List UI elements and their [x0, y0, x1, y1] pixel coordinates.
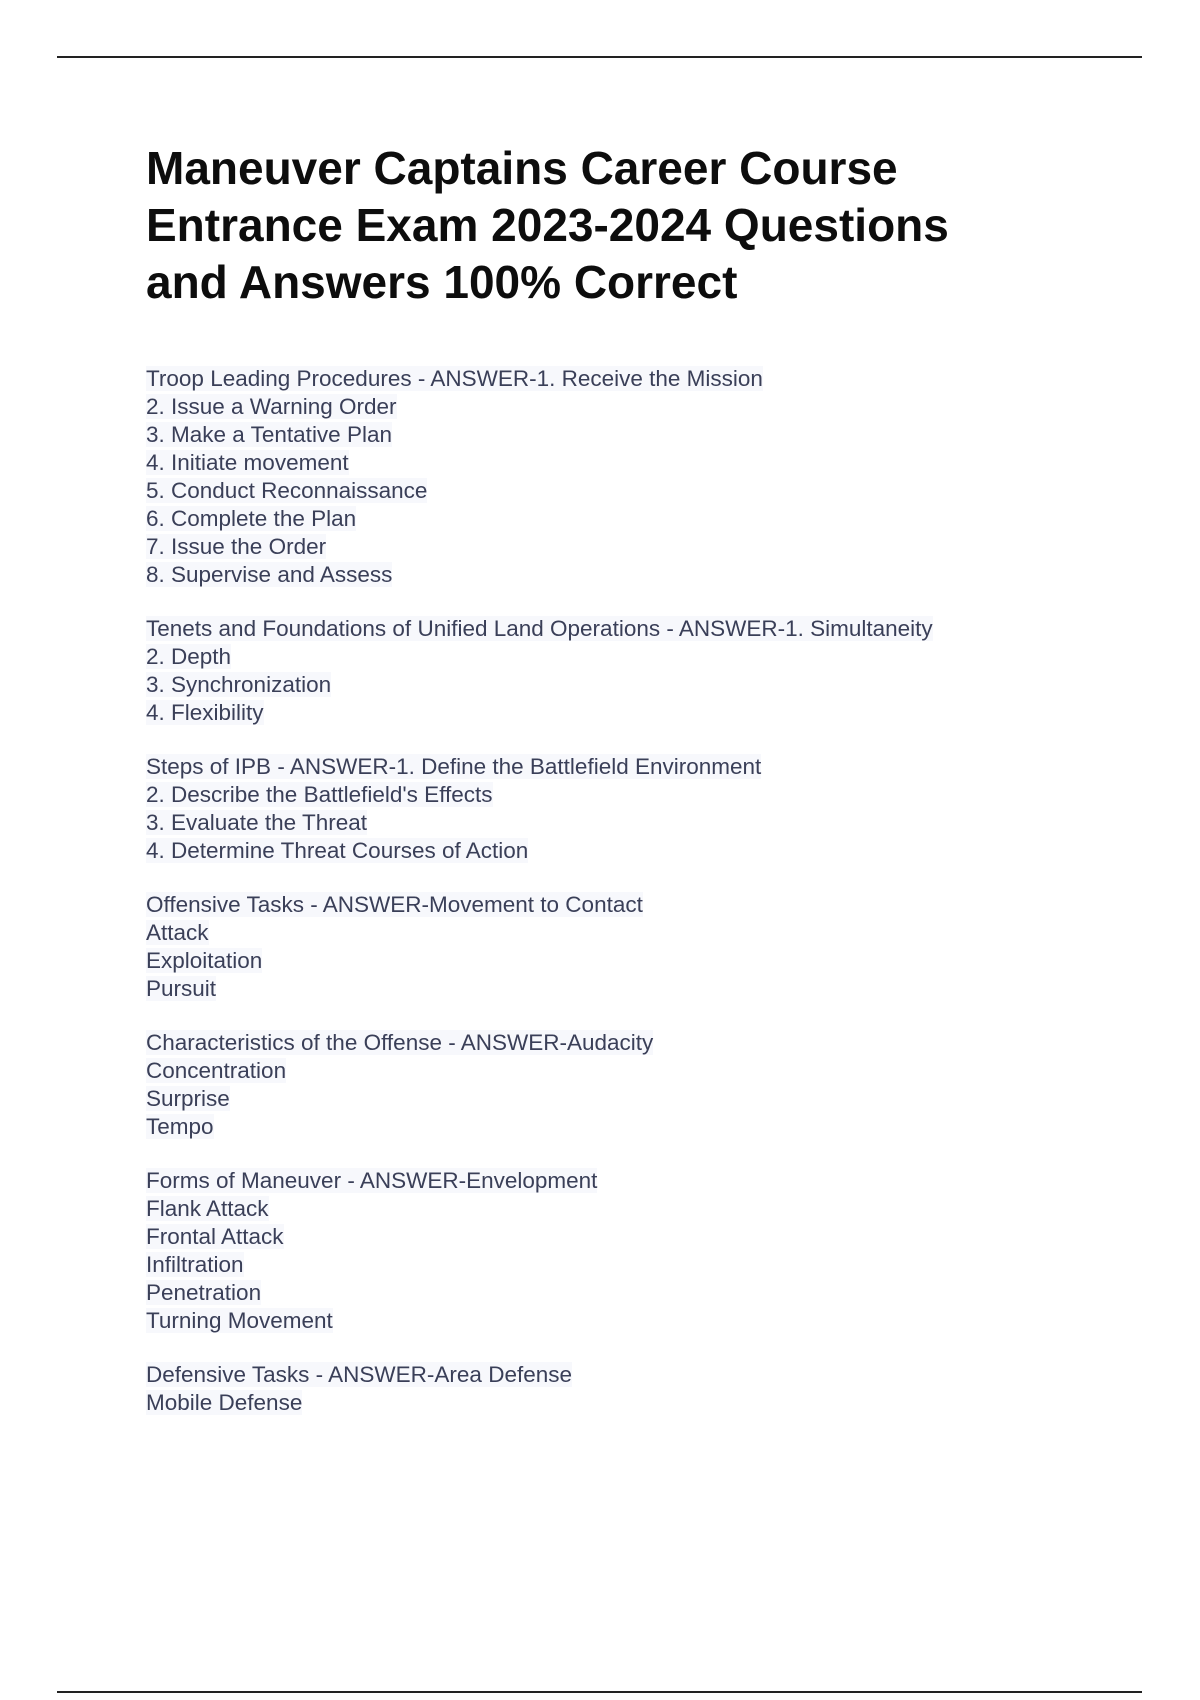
qa-line: Turning Movement — [146, 1308, 333, 1333]
qa-line: Steps of IPB - ANSWER-1. Define the Battlefield Environment — [146, 754, 762, 779]
qa-line: 3. Synchronization — [146, 672, 332, 697]
qa-line: Characteristics of the Offense - ANSWER-Audacity — [146, 1030, 654, 1055]
qa-item-defensive-tasks — [146, 1361, 1046, 1417]
top-rule — [57, 56, 1142, 58]
qa-line: Attack — [146, 920, 209, 945]
qa-item-forms-of-maneuver — [146, 1167, 1046, 1335]
bottom-rule — [57, 1691, 1142, 1693]
qa-line: 4. Initiate movement — [146, 450, 349, 475]
qa-line: Concentration — [146, 1058, 287, 1083]
qa-line: 3. Make a Tentative Plan — [146, 422, 392, 447]
qa-line: 4. Determine Threat Courses of Action — [146, 838, 529, 863]
qa-line: Tenets and Foundations of Unified Land Operations - ANSWER-1. Simultaneity — [146, 616, 933, 641]
qa-line: Mobile Defense — [146, 1390, 303, 1415]
title-line: Maneuver Captains Career Course — [146, 142, 898, 194]
qa-line: 2. Describe the Battlefield's Effects — [146, 782, 493, 807]
qa-line: 6. Complete the Plan — [146, 506, 357, 531]
title-line: Entrance Exam 2023-2024 Questions — [146, 199, 949, 251]
qa-line: 3. Evaluate the Threat — [146, 810, 367, 835]
qa-line: 5. Conduct Reconnaissance — [146, 478, 428, 503]
qa-line: Forms of Maneuver - ANSWER-Envelopment — [146, 1168, 598, 1193]
title-line: and Answers 100% Correct — [146, 256, 738, 308]
qa-line: 2. Depth — [146, 644, 232, 669]
qa-line: 2. Issue a Warning Order — [146, 394, 397, 419]
document-title — [146, 140, 1046, 311]
qa-line: Pursuit — [146, 976, 217, 1001]
document-body — [146, 140, 1046, 1443]
qa-line: Tempo — [146, 1114, 214, 1139]
qa-line: Defensive Tasks - ANSWER-Area Defense — [146, 1362, 572, 1387]
qa-line: Offensive Tasks - ANSWER-Movement to Contact — [146, 892, 643, 917]
qa-item-troop-leading-procedures — [146, 365, 1046, 589]
qa-line: Penetration — [146, 1280, 262, 1305]
qa-line: Frontal Attack — [146, 1224, 284, 1249]
qa-line: Surprise — [146, 1086, 230, 1111]
qa-line: Infiltration — [146, 1252, 244, 1277]
qa-line: Exploitation — [146, 948, 263, 973]
qa-line: 7. Issue the Order — [146, 534, 327, 559]
qa-line: Flank Attack — [146, 1196, 269, 1221]
qa-list — [146, 365, 1046, 1417]
qa-item-offensive-tasks — [146, 891, 1046, 1003]
qa-line: 8. Supervise and Assess — [146, 562, 393, 587]
qa-item-characteristics-offense — [146, 1029, 1046, 1141]
qa-line: 4. Flexibility — [146, 700, 264, 725]
qa-item-steps-of-ipb — [146, 753, 1046, 865]
qa-item-tenets-foundations — [146, 615, 1046, 727]
qa-line: Troop Leading Procedures - ANSWER-1. Receive the Mission — [146, 366, 763, 391]
